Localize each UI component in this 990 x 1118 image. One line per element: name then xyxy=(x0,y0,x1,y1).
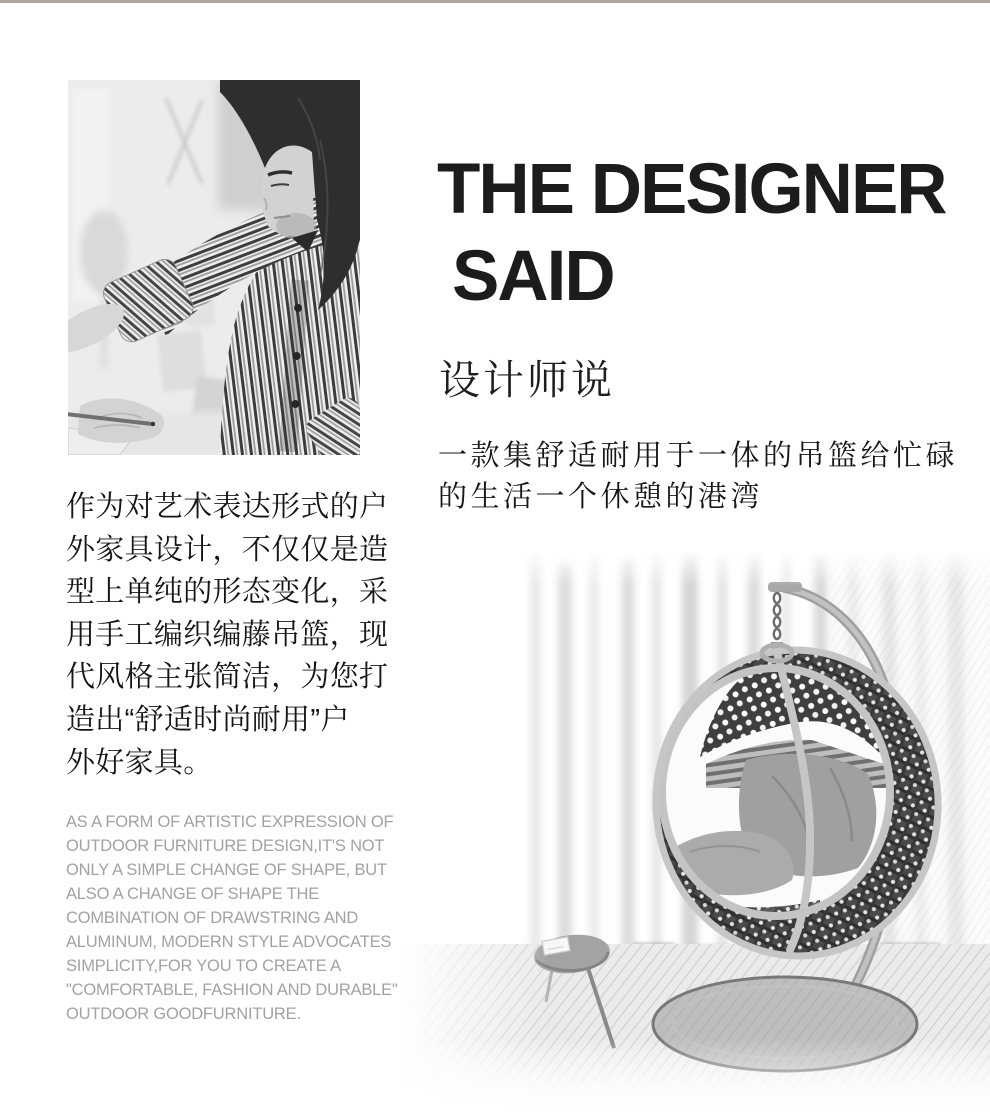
designer-portrait-photo xyxy=(68,80,360,455)
title-line-1: THE DESIGNER xyxy=(437,150,946,229)
intro-paragraph-cn xyxy=(438,436,958,518)
text-line: SIMPLICITY,FOR YOU TO CREATE A xyxy=(66,957,341,975)
top-divider-strip xyxy=(0,0,990,3)
text-line: 用手工编织编藤吊篮，现 xyxy=(66,618,389,651)
text-line: AS A FORM OF ARTISTIC EXPRESSION OF xyxy=(66,813,394,831)
text-line: "COMFORTABLE, FASHION AND DURABLE" xyxy=(66,981,398,999)
text-line: 代风格主张简洁，为您打 xyxy=(66,661,389,694)
text-line: 外家具设计，不仅仅是造 xyxy=(66,533,389,566)
text-line: 造出“舒适时尚耐用”户 xyxy=(66,703,350,736)
description-paragraph-en xyxy=(66,810,398,1026)
text-line: OUTDOOR GOODFURNITURE. xyxy=(66,1005,301,1023)
text-line: COMBINATION OF DRAWSTRING AND xyxy=(66,909,359,927)
section-subtitle-cn: 设计师说 xyxy=(439,357,615,403)
text-line: 作为对艺术表达形式的户 xyxy=(66,491,389,523)
text-line: ALSO A CHANGE OF SHAPE THE xyxy=(66,885,320,903)
title-line-2: SAID xyxy=(452,237,614,316)
hanging-rattan-egg-chair-photo xyxy=(400,552,990,1118)
text-line: 型上单纯的形态变化，采 xyxy=(66,576,389,609)
text-line: 的生活一个休憩的港湾 xyxy=(438,481,764,513)
text-line: ONLY A SIMPLE CHANGE OF SHAPE, BUT xyxy=(66,861,387,879)
text-line: OUTDOOR FURNITURE DESIGN,IT'S NOT xyxy=(66,837,385,855)
hanging-egg-chair-illustration xyxy=(400,552,990,1118)
section-title xyxy=(437,146,946,320)
designer-portrait-illustration xyxy=(68,80,360,455)
text-line: ALUMINUM, MODERN STYLE ADVOCATES xyxy=(66,933,392,951)
text-line: 一款集舒适耐用于一体的吊篮给忙碌 xyxy=(438,440,959,472)
text-line: 外好家具。 xyxy=(66,746,213,779)
description-paragraph-cn xyxy=(66,486,388,784)
